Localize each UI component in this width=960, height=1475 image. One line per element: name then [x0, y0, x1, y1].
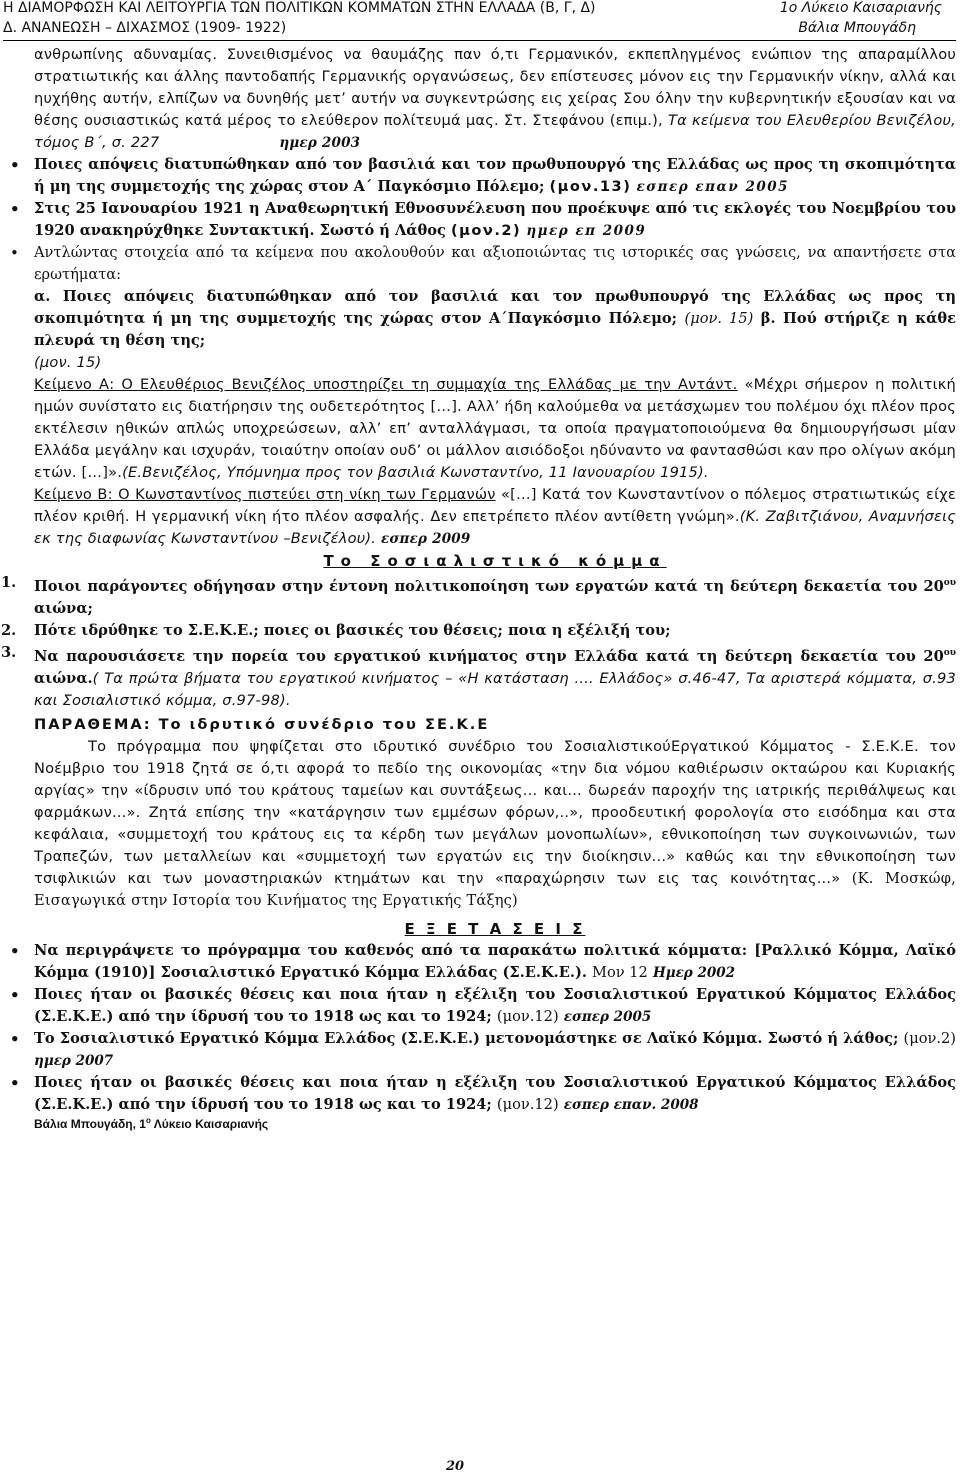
excerpt-body: Το πρόγραμμα που ψηφίζεται στο ιδρυτικό συνέδριο του ΣοσιαλιστικούΕργατικού Κόμματος - Σ.Ε.Κ.Ε. τον Νοέμβριο του 1918 ζητά σε ό,τι αφορά το πεδίο της οικονομίας «την δια νόμου καθιέρωσιν οκταώρου και Κυριακής αργίας» την «ίδρυσιν υπό του κράτους ταμείων και συντάξεως... και... δωρεάν παροχήν της ιατρικής περιθάλψεως και φαρμάκων...». Ζητά επίσης την «κατάργησιν των εμμέσων φόρων,..», προοδευτική φορολογία στο εισόδημα και στα κεφάλαια, «συμμετοχή του κράτους εις τα κέρδη των μεγάλων μονοπωλίων», εθνικοποίηση των συγκοινωνιών, των Τραπεζών, των μεταλλείων και «συμμετοχή των εργατών εις την διοίκησιν...» καθώς και την εθνικοποίηση των τσιφλικιών και των μοναστηριακών κτημάτων και την «παραχώρησιν των εις τας κοινότητας...» (Κ. Μοσκώφ, Εισαγωγικά στην Ιστορία του Κινήματος της Εργατικής Τάξης) — [34, 737, 956, 909]
marks: (μον.13) — [549, 178, 632, 195]
question-list — [34, 154, 956, 286]
exam-tag: εσπερ επαν. 2008 — [563, 1096, 699, 1113]
source-a-citation: (Ε.Βενιζέλος, Υπόμνημα προς τον βασιλιά Κωνσταντίνο, 11 Ιανουαρίου 1915). — [122, 464, 709, 481]
exam-tag: ημερ 2003 — [279, 135, 361, 151]
question-3: • Αντλώντας στοιχεία από τα κείμενα που ακολουθούν και αξιοποιώντας τις ιστορικές σας γνώσεις, να απαντήσετε στα ερωτήματα: — [16, 242, 956, 286]
header-school: 1ο Λύκειο Καισαριανής — [779, 0, 942, 16]
source-text-a: Κείμενο Α: Ο Ελευθέριος Βενιζέλος υποστηρίζει τη συμμαχία της Ελλάδας με την Αντάντ. «Μέχρι σήμερον η πολιτική ημών συνίστατο εις διατήρησιν της ουδετερότητος […]. Αλλ’ ήδη καλούμεθα να μετάσχωμεν του πολέμου όχι πλέον προς εκτέλεσιν ηθικών απλώς υποχρεώσεων, αλλ’ επ’ ανταλλάγμασι, τα οποία πραγματοποιούμενα θα δημιουργήσωσι μίαν Ελλάδα μεγάλην και ισχυράν, τοιαύτην οποίαν ουδ’ οι μάλλον αισιόδοξοι ηδύναντο να φαντασθώσι καν προ ολίγων ακόμη ετών. […]».(Ε.Βενιζέλος, Υπόμνημα προς τον βασιλιά Κωνσταντίνο, 11 Ιανουαρίου 1915). — [34, 376, 956, 481]
exam-tag: εσπερ 2009 — [380, 531, 471, 547]
exam-tag: ημερ 2007 — [34, 1052, 114, 1069]
page-header — [3, 0, 956, 44]
marks: (μον.12) — [496, 1095, 559, 1113]
exam-tag: εσπερ επαν 2005 — [636, 179, 790, 195]
exam-question: • Το Σοσιαλιστικό Εργατικό Κόμμα Ελλάδος (Σ.Ε.Κ.Ε.) μετονομάστηκε σε Λαϊκό Κόμμα. Σωστό ή λάθος; (μον.2) ημερ 2007 — [16, 1028, 956, 1072]
exam-question: • Ποιες ήταν οι βασικές θέσεις και ποια ήταν η εξέλιξη του Σοσιαλιστικού Εργατικού Κόμματος Ελλάδος (Σ.Ε.Κ.Ε.) από την ίδρυσή του το 1918 ως και το 1924; (μον.12) εσπερ 2005 — [16, 984, 956, 1028]
footer-author: Βάλια Μπουγάδη, $1^o$ Λύκειο Καισαριανής — [34, 1115, 269, 1131]
header-author: Βάλια Μπουγάδη — [798, 20, 916, 36]
header-rule — [3, 40, 956, 41]
source-b-title: Κείμενο Β: Ο Κωνσταντίνος πιστεύει στη νίκη των Γερμανών — [34, 486, 496, 503]
excerpt-source: (Κ. Μοσκώφ, Εισαγωγικά στην Ιστορία του Κινήματος της Εργατικής Τάξης) — [34, 869, 956, 909]
marks: (μον. 15) — [684, 310, 754, 327]
exam-question: • Να περιγράψετε το πρόγραμμα του καθενός από τα παρακάτω πολιτικά κόμματα: [Ραλλικό Κόμμα, Λαϊκό Κόμμα (1910)] Σοσιαλιστικό Εργατικό Κόμμα Ελλάδας (Σ.Ε.Κ.Ε.). Μον 12 Ημερ 2002 — [16, 940, 956, 984]
question-3-body — [34, 286, 956, 550]
numbered-question-3: 3. Να παρουσιάσετε την πορεία του εργατικού κινήματος στην Ελλάδα κατά τη δεύτερη δεκαετία του $20^{o\upsilon}$ αιώνα.( Τα πρώτα βήματα του εργατικού κινήματος – «Η κατάσταση .... Ελλάδος» σ.46-47, Τα αριστερά κόμματα, σ.93 και Σοσιαλιστικό κόμμα, σ.97-98). — [1, 643, 956, 709]
header-chapter-title: Δ. ΑΝΑΝΕΩΣΗ – ΔΙΧΑΣΜΟΣ (1909- 1922) — [3, 20, 287, 36]
section-title: Το Σοσιαλιστικό κόμμα — [323, 552, 667, 570]
question-2: • Στις 25 Ιανουαρίου 1921 η Αναθεωρητική Εθνοσυνέλευση που προέκυψε από τις εκλογές του Νοεμβρίου του 1920 ανακηρύχθηκε Συντακτική. Σωστό ή Λάθος (μον.2) ημερ επ 2009 — [16, 198, 956, 242]
exam-tag: Ημερ 2002 — [652, 964, 736, 981]
marks: (μον. 15) — [34, 354, 102, 371]
intro-paragraph: ανθρωπίνης αδυναμίας. Συνειθισμένος να θαυμάζης παν ό,τι Γερμανικόν, εκπεπληγμένος ενώπιον της απαραμίλλου στρατιωτικής και άλλης παντοδαπής Γερμανικής οργανώσεως, δεν επίστευσες μόνον εις την Γερμανικήν νίκην, αλλά και ηυχήθης αυτήν, ελπίζων να δυνηθής μετ’ αυτήν να συγκεντρώσης εις χείρας Σου όλην την κυβερνητικήν εξουσίαν και να θέσης ουσιαστικώς κατά μέρος το ελεύθερον πολίτευμά μας. Στ. Στεφάνου (επιμ.), Τα κείμενα του Ελευθερίου Βενιζέλου, τόμος Β΄, σ. 227 ημερ 2003 — [34, 46, 956, 151]
numbered-question-1: 1. Ποιοι παράγοντες οδήγησαν στην έντονη πολιτικοποίηση των εργατών κατά τη δεύτερη δεκαετία του $20^{o\upsilon}$ αιώνα; — [1, 574, 956, 617]
source-b-citation: (Κ. Ζαβιτζιάνου, Αναμνήσεις εκ της διαφωνίας Κωνσταντίνου –Βενιζέλου). — [34, 508, 956, 547]
exam-list — [34, 940, 956, 1116]
page-number: 20 — [446, 1459, 465, 1474]
header-course-title: Η ΔΙΑΜΟΡΦΩΣΗ ΚΑΙ ΛΕΙΤΟΥΡΓΙΑ ΤΩΝ ΠΟΛΙΤΙΚΩΝ ΚΟΜΜΑΤΩΝ ΣΤΗΝ ΕΛΛΑΔΑ (Β, Γ, Δ) — [3, 0, 596, 16]
question-3-parts: α. Ποιες απόψεις διατυπώθηκαν από τον βασιλιά και τον πρωθυπουργό της Ελλάδας ως προς τη σκοπιμότητα ή μη της συμμετοχής της χώρας στον Α΄Παγκόσμιο Πόλεμο; (μον. 15) β. Πού στήριζε η κάθε πλευρά τη θέση της; — [34, 288, 956, 349]
exams-title: Ε Ξ Ε Τ Α Σ Ε Ι Σ — [404, 919, 586, 938]
marks: (μον.2) — [903, 1029, 956, 1047]
marks: Μον 12 — [592, 963, 648, 981]
numbered-question-2: 2. Πότε ιδρύθηκε το Σ.Ε.Κ.Ε.; ποιες οι βασικές του θέσεις; ποια η εξέλιξή του; — [1, 621, 671, 639]
question-1: • Ποιες απόψεις διατυπώθηκαν από τον βασιλιά και τον πρωθυπουργό της Ελλάδας ως προς τη σκοπιμότητα ή μη της συμμετοχής της χώρας στον Α΄ Παγκόσμιο Πόλεμο; (μον.13) εσπερ επαν 2005 — [16, 154, 956, 198]
excerpt-title: ΠΑΡΑΘΕΜΑ: Το ιδρυτικό συνέδριο του ΣΕ.Κ.Ε — [34, 715, 490, 733]
numbered-questions — [1, 572, 956, 712]
marks: (μον.12) — [496, 1007, 559, 1025]
source-a-title: Κείμενο Α: Ο Ελευθέριος Βενιζέλος υποστηρίζει τη συμμαχία της Ελλάδας με την Αντάντ. — [34, 376, 738, 393]
textbook-reference: ( Τα πρώτα βήματα του εργατικού κινήματος – «Η κατάσταση .... Ελλάδος» σ.46-47, Τα αριστερά κόμματα, σ.93 και Σοσιαλιστικό κόμμα, σ.97-98). — [34, 669, 956, 709]
exam-question: • Ποιες ήταν οι βασικές θέσεις και ποια ήταν η εξέλιξη του Σοσιαλιστικού Εργατικού Κόμματος Ελλάδος (Σ.Ε.Κ.Ε.) από την ίδρυσή του το 1918 ως και το 1924; (μον.12) εσπερ επαν. 2008 — [16, 1072, 956, 1116]
source-text-b: Κείμενο Β: Ο Κωνσταντίνος πιστεύει στη νίκη των Γερμανών «[…] Κατά τον Κωνσταντίνον ο πόλεμος στρατιωτικώς είχε πλέον κριθή. Η γερμανική νίκη ήτο πλέον ασφαλής. Δεν επετρέπετο πλέον αντίθετη γνώμη».(Κ. Ζαβιτζιάνου, Αναμνήσεις εκ της διαφωνίας Κωνσταντίνου –Βενιζέλου). εσπερ 2009 — [34, 486, 956, 547]
marks: (μον.2) — [450, 222, 522, 239]
exam-tag: εσπερ 2005 — [563, 1008, 652, 1025]
exam-tag: ημερ επ 2009 — [526, 223, 647, 239]
intro-source: Τα κείμενα του Ελευθερίου Βενιζέλου, τόμος Β΄, σ. 227 — [34, 112, 956, 151]
document-page — [1, 0, 956, 1475]
true-false-label: Σωστό ή Λάθος — [319, 222, 446, 239]
